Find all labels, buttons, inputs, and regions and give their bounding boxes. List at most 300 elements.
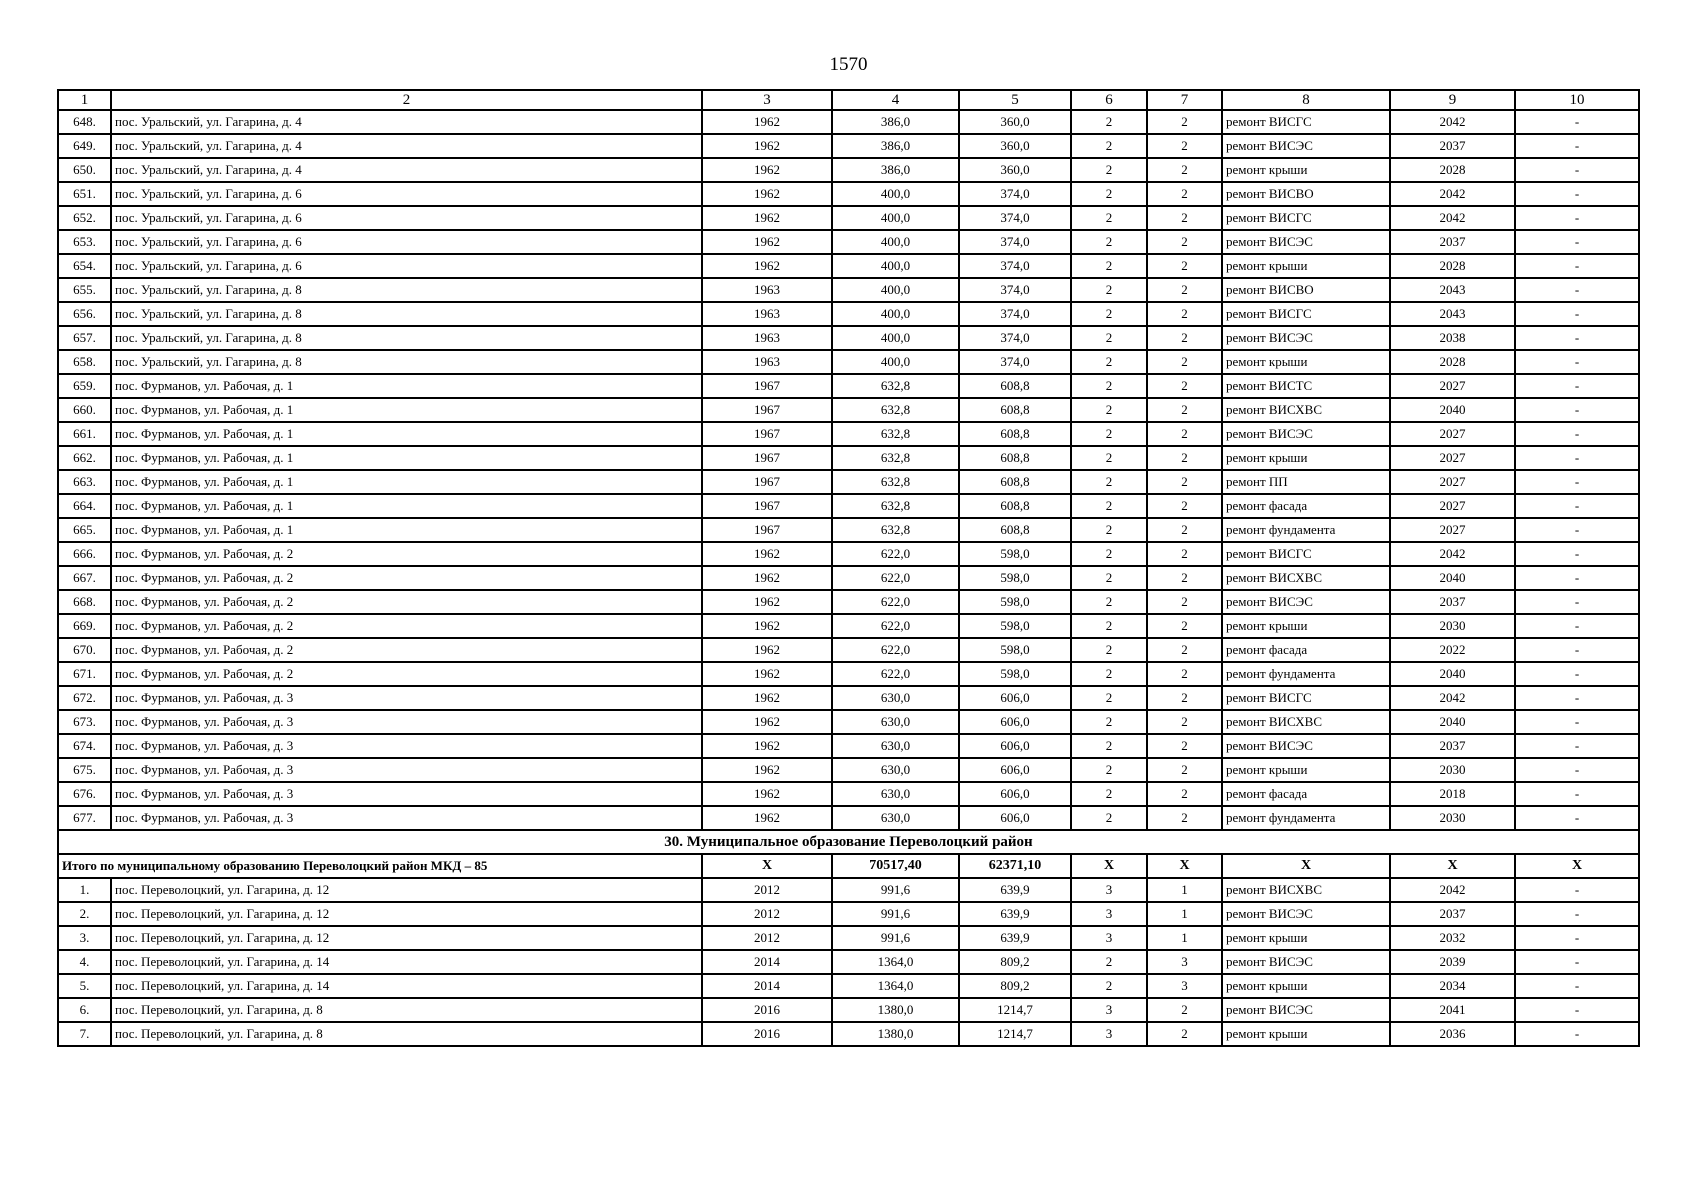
table-cell: пос. Фурманов, ул. Рабочая, д. 3 — [111, 758, 702, 782]
table-cell: 5. — [58, 974, 111, 998]
table-cell: 630,0 — [832, 806, 959, 830]
table-row — [58, 566, 1639, 590]
table-cell: 2028 — [1390, 254, 1515, 278]
table-cell: 1962 — [702, 710, 832, 734]
table-row — [58, 494, 1639, 518]
table-cell: 2028 — [1390, 350, 1515, 374]
table-cell: 622,0 — [832, 614, 959, 638]
table-cell: 374,0 — [959, 350, 1071, 374]
table-cell: 2 — [1071, 518, 1147, 542]
table-cell: 2042 — [1390, 182, 1515, 206]
table-cell: - — [1515, 374, 1639, 398]
table-cell: 608,8 — [959, 518, 1071, 542]
table-cell: 374,0 — [959, 302, 1071, 326]
table-cell: 650. — [58, 158, 111, 182]
table-cell: 1214,7 — [959, 998, 1071, 1022]
table-cell: - — [1515, 230, 1639, 254]
table-cell: 2 — [1147, 326, 1222, 350]
table-cell: пос. Переволоцкий, ул. Гагарина, д. 14 — [111, 974, 702, 998]
table-cell: пос. Фурманов, ул. Рабочая, д. 3 — [111, 782, 702, 806]
table-cell: 632,8 — [832, 446, 959, 470]
table-row — [58, 542, 1639, 566]
column-header: 9 — [1390, 90, 1515, 110]
table-cell: - — [1515, 950, 1639, 974]
table-cell: 632,8 — [832, 398, 959, 422]
table-row — [58, 110, 1639, 134]
table-cell: 2027 — [1390, 446, 1515, 470]
table-cell: 675. — [58, 758, 111, 782]
table-cell: пос. Переволоцкий, ул. Гагарина, д. 14 — [111, 950, 702, 974]
table-cell: 1962 — [702, 206, 832, 230]
table-cell: 2 — [1147, 998, 1222, 1022]
table-row — [58, 182, 1639, 206]
table-row — [58, 686, 1639, 710]
table-cell: 657. — [58, 326, 111, 350]
table-cell: 2 — [1071, 782, 1147, 806]
table-cell: ремонт крыши — [1222, 254, 1390, 278]
table-cell: 673. — [58, 710, 111, 734]
table-cell: 2038 — [1390, 326, 1515, 350]
table-cell: - — [1515, 686, 1639, 710]
table-cell: 2 — [1071, 566, 1147, 590]
table-cell: пос. Переволоцкий, ул. Гагарина, д. 12 — [111, 926, 702, 950]
table-cell: - — [1515, 206, 1639, 230]
table-cell: 2 — [1071, 134, 1147, 158]
table-cell: 658. — [58, 350, 111, 374]
table-cell: - — [1515, 758, 1639, 782]
table-cell: пос. Уральский, ул. Гагарина, д. 8 — [111, 326, 702, 350]
table-cell: 2 — [1071, 470, 1147, 494]
table-cell: 2030 — [1390, 806, 1515, 830]
table-cell: 670. — [58, 638, 111, 662]
table-cell: - — [1515, 1022, 1639, 1046]
table-cell: пос. Фурманов, ул. Рабочая, д. 1 — [111, 494, 702, 518]
table-cell: 608,8 — [959, 446, 1071, 470]
table-cell: ремонт ВИСЭС — [1222, 950, 1390, 974]
table-cell: ремонт ВИСЭС — [1222, 734, 1390, 758]
table-cell: 2034 — [1390, 974, 1515, 998]
table-row — [58, 806, 1639, 830]
table-cell: 622,0 — [832, 662, 959, 686]
table-cell: 2 — [1071, 110, 1147, 134]
total-cell: 70517,40 — [832, 854, 959, 878]
table-cell: - — [1515, 974, 1639, 998]
table-cell: пос. Уральский, ул. Гагарина, д. 6 — [111, 206, 702, 230]
table-cell: 2 — [1147, 158, 1222, 182]
table-cell: 2 — [1071, 590, 1147, 614]
table-cell: 2 — [1147, 110, 1222, 134]
table-cell: 632,8 — [832, 374, 959, 398]
table-cell: 2 — [1071, 542, 1147, 566]
table-cell: пос. Фурманов, ул. Рабочая, д. 1 — [111, 374, 702, 398]
table-cell: 1967 — [702, 422, 832, 446]
table-cell: 2 — [1071, 326, 1147, 350]
table-cell: 1364,0 — [832, 950, 959, 974]
table-cell: 1962 — [702, 686, 832, 710]
table-cell: 2 — [1071, 230, 1147, 254]
table-cell: 632,8 — [832, 518, 959, 542]
table-row — [58, 926, 1639, 950]
table-cell: пос. Фурманов, ул. Рабочая, д. 3 — [111, 686, 702, 710]
table-cell: пос. Уральский, ул. Гагарина, д. 6 — [111, 230, 702, 254]
table-cell: 3 — [1071, 926, 1147, 950]
table-cell: 1962 — [702, 542, 832, 566]
total-cell: Х — [1071, 854, 1147, 878]
table-cell: - — [1515, 422, 1639, 446]
table-cell: 400,0 — [832, 302, 959, 326]
table-row — [58, 302, 1639, 326]
table-row — [58, 422, 1639, 446]
table-cell: 598,0 — [959, 638, 1071, 662]
table-cell: 653. — [58, 230, 111, 254]
table-cell: - — [1515, 494, 1639, 518]
total-cell: Х — [1147, 854, 1222, 878]
table-cell: 669. — [58, 614, 111, 638]
table-cell: пос. Фурманов, ул. Рабочая, д. 1 — [111, 446, 702, 470]
table-cell: 2 — [1071, 710, 1147, 734]
table-cell: 2 — [1147, 254, 1222, 278]
table-cell: 606,0 — [959, 734, 1071, 758]
table-row — [58, 134, 1639, 158]
table-cell: 632,8 — [832, 470, 959, 494]
table-cell: 2 — [1147, 494, 1222, 518]
table-cell: 2040 — [1390, 566, 1515, 590]
table-cell: 639,9 — [959, 902, 1071, 926]
table-cell: 2028 — [1390, 158, 1515, 182]
table-cell: ремонт фундамента — [1222, 806, 1390, 830]
table-cell: 1967 — [702, 518, 832, 542]
table-cell: 2 — [1147, 710, 1222, 734]
table-cell: 659. — [58, 374, 111, 398]
table-cell: - — [1515, 998, 1639, 1022]
table-cell: 2012 — [702, 902, 832, 926]
table-cell: 598,0 — [959, 590, 1071, 614]
table-cell: ремонт ВИСВО — [1222, 278, 1390, 302]
table-row — [58, 230, 1639, 254]
table-cell: 608,8 — [959, 422, 1071, 446]
table-cell: 1962 — [702, 638, 832, 662]
table-cell: 1962 — [702, 590, 832, 614]
table-row — [58, 398, 1639, 422]
table-cell: 374,0 — [959, 278, 1071, 302]
table-row — [58, 158, 1639, 182]
table-cell: 374,0 — [959, 254, 1071, 278]
table-cell: 2022 — [1390, 638, 1515, 662]
table-cell: 630,0 — [832, 758, 959, 782]
table-cell: 1962 — [702, 254, 832, 278]
table-row — [58, 878, 1639, 902]
table-row — [58, 734, 1639, 758]
table-cell: 2 — [1147, 542, 1222, 566]
table-cell: 662. — [58, 446, 111, 470]
table-cell: 608,8 — [959, 494, 1071, 518]
table-cell: ремонт ВИСГС — [1222, 110, 1390, 134]
table-cell: - — [1515, 302, 1639, 326]
table-row — [58, 974, 1639, 998]
table-row — [58, 758, 1639, 782]
table-cell: 1967 — [702, 398, 832, 422]
table-cell: 606,0 — [959, 806, 1071, 830]
table-cell: 2030 — [1390, 614, 1515, 638]
table-cell: 2 — [1071, 686, 1147, 710]
table-cell: - — [1515, 350, 1639, 374]
table-cell: 2042 — [1390, 542, 1515, 566]
table-row — [58, 254, 1639, 278]
table-cell: 1 — [1147, 902, 1222, 926]
table-cell: 2 — [1147, 614, 1222, 638]
table-cell: 622,0 — [832, 638, 959, 662]
table-cell: 606,0 — [959, 710, 1071, 734]
table-cell: пос. Уральский, ул. Гагарина, д. 6 — [111, 182, 702, 206]
table-cell: 608,8 — [959, 374, 1071, 398]
table-row — [58, 662, 1639, 686]
table-cell: 1962 — [702, 662, 832, 686]
table-cell: 661. — [58, 422, 111, 446]
table-cell: 2014 — [702, 974, 832, 998]
table-cell: 6. — [58, 998, 111, 1022]
table-cell: 2 — [1071, 494, 1147, 518]
table-cell: 1 — [1147, 926, 1222, 950]
table-cell: 2037 — [1390, 734, 1515, 758]
table-cell: пос. Фурманов, ул. Рабочая, д. 1 — [111, 398, 702, 422]
table-cell: 400,0 — [832, 278, 959, 302]
table-cell: 664. — [58, 494, 111, 518]
table-cell: 598,0 — [959, 614, 1071, 638]
table-cell: 2043 — [1390, 278, 1515, 302]
table-cell: ремонт ВИСЭС — [1222, 230, 1390, 254]
table-cell: 809,2 — [959, 974, 1071, 998]
column-header: 6 — [1071, 90, 1147, 110]
table-cell: ремонт крыши — [1222, 1022, 1390, 1046]
table-cell: 2 — [1071, 734, 1147, 758]
table-cell: пос. Уральский, ул. Гагарина, д. 4 — [111, 110, 702, 134]
table-cell: - — [1515, 446, 1639, 470]
table-cell: 2 — [1147, 206, 1222, 230]
table-cell: 2042 — [1390, 878, 1515, 902]
table-cell: 809,2 — [959, 950, 1071, 974]
table-cell: 2 — [1071, 614, 1147, 638]
column-header: 2 — [111, 90, 702, 110]
table-cell: - — [1515, 614, 1639, 638]
table-cell: пос. Уральский, ул. Гагарина, д. 4 — [111, 158, 702, 182]
table-cell: 2. — [58, 902, 111, 926]
table-cell: 386,0 — [832, 110, 959, 134]
table-cell: ремонт ВИСЭС — [1222, 590, 1390, 614]
table-cell: пос. Переволоцкий, ул. Гагарина, д. 12 — [111, 878, 702, 902]
table-cell: - — [1515, 326, 1639, 350]
table-cell: 2037 — [1390, 590, 1515, 614]
table-cell: 2 — [1147, 446, 1222, 470]
table-cell: пос. Переволоцкий, ул. Гагарина, д. 8 — [111, 998, 702, 1022]
table-cell: 606,0 — [959, 686, 1071, 710]
table-cell: 649. — [58, 134, 111, 158]
table-cell: пос. Фурманов, ул. Рабочая, д. 1 — [111, 518, 702, 542]
table-cell: ремонт ВИСЭС — [1222, 902, 1390, 926]
table-cell: - — [1515, 902, 1639, 926]
table-cell: 1963 — [702, 326, 832, 350]
table-cell: 374,0 — [959, 182, 1071, 206]
table-cell: 2 — [1071, 662, 1147, 686]
table-cell: ремонт крыши — [1222, 974, 1390, 998]
table-cell: 2 — [1071, 374, 1147, 398]
table-row — [58, 1022, 1639, 1046]
table-cell: пос. Переволоцкий, ул. Гагарина, д. 12 — [111, 902, 702, 926]
table-cell: 3 — [1071, 878, 1147, 902]
table-cell: - — [1515, 590, 1639, 614]
table-cell: 2 — [1071, 974, 1147, 998]
table-cell: 2 — [1071, 806, 1147, 830]
table-cell: 2018 — [1390, 782, 1515, 806]
table-cell: 2037 — [1390, 134, 1515, 158]
table-cell: 2037 — [1390, 902, 1515, 926]
page-number: 1570 — [829, 54, 868, 75]
table-cell: - — [1515, 662, 1639, 686]
table-cell: 654. — [58, 254, 111, 278]
table-body — [58, 90, 1639, 1046]
table-cell: 2042 — [1390, 110, 1515, 134]
table-cell: 2016 — [702, 1022, 832, 1046]
table-cell: 374,0 — [959, 206, 1071, 230]
table-cell: 991,6 — [832, 878, 959, 902]
table-cell: ремонт фундамента — [1222, 518, 1390, 542]
table-cell: 2027 — [1390, 374, 1515, 398]
table-cell: 668. — [58, 590, 111, 614]
table-cell: 2 — [1147, 398, 1222, 422]
table-cell: 2 — [1071, 350, 1147, 374]
table-cell: 400,0 — [832, 206, 959, 230]
table-cell: - — [1515, 518, 1639, 542]
table-cell: 639,9 — [959, 926, 1071, 950]
table-cell: 2 — [1071, 422, 1147, 446]
table-cell: 3 — [1147, 974, 1222, 998]
table-cell: 2 — [1071, 278, 1147, 302]
table-cell: 2032 — [1390, 926, 1515, 950]
table-cell: - — [1515, 398, 1639, 422]
table-cell: 2 — [1147, 686, 1222, 710]
table-row — [58, 350, 1639, 374]
table-cell: ремонт ВИСЭС — [1222, 422, 1390, 446]
table-cell: ремонт ВИСХВС — [1222, 398, 1390, 422]
total-row — [58, 854, 1639, 878]
table-cell: 2041 — [1390, 998, 1515, 1022]
table-cell: 386,0 — [832, 134, 959, 158]
table-cell: ремонт крыши — [1222, 350, 1390, 374]
table-cell: 3 — [1147, 950, 1222, 974]
table-cell: 1967 — [702, 374, 832, 398]
table-cell: ремонт ВИСВО — [1222, 182, 1390, 206]
table-cell: ремонт ВИСГС — [1222, 206, 1390, 230]
table-cell: 2 — [1147, 470, 1222, 494]
table-cell: - — [1515, 134, 1639, 158]
table-cell: 3 — [1071, 902, 1147, 926]
table-cell: 648. — [58, 110, 111, 134]
table-cell: 2 — [1147, 422, 1222, 446]
total-label: Итого по муниципальному образованию Переволоцкий район МКД – 85 — [58, 854, 702, 878]
column-header: 3 — [702, 90, 832, 110]
table-cell: 2042 — [1390, 206, 1515, 230]
table-cell: 2 — [1071, 638, 1147, 662]
table-cell: 2 — [1071, 758, 1147, 782]
table-cell: 630,0 — [832, 710, 959, 734]
table-cell: 674. — [58, 734, 111, 758]
table-cell: 2 — [1147, 566, 1222, 590]
table-cell: - — [1515, 158, 1639, 182]
table-cell: 1962 — [702, 134, 832, 158]
table-row — [58, 590, 1639, 614]
table-cell: 2027 — [1390, 494, 1515, 518]
table-row — [58, 518, 1639, 542]
table-cell: 1963 — [702, 350, 832, 374]
table-cell: пос. Фурманов, ул. Рабочая, д. 2 — [111, 662, 702, 686]
table-cell: 400,0 — [832, 254, 959, 278]
table-cell: 598,0 — [959, 542, 1071, 566]
table-cell: ремонт ВИСХВС — [1222, 878, 1390, 902]
total-cell: Х — [1515, 854, 1639, 878]
table-cell: 1963 — [702, 302, 832, 326]
table-cell: 2 — [1147, 638, 1222, 662]
table-cell: 608,8 — [959, 470, 1071, 494]
column-header: 4 — [832, 90, 959, 110]
table-cell: 2 — [1071, 182, 1147, 206]
table-cell: 2040 — [1390, 398, 1515, 422]
table-cell: 2 — [1147, 278, 1222, 302]
table-cell: 630,0 — [832, 686, 959, 710]
table-cell: ремонт фасада — [1222, 638, 1390, 662]
table-cell: 7. — [58, 1022, 111, 1046]
column-header: 7 — [1147, 90, 1222, 110]
table-row — [58, 326, 1639, 350]
table-cell: 2 — [1147, 1022, 1222, 1046]
table-cell: 2 — [1071, 446, 1147, 470]
table-cell: 2 — [1147, 782, 1222, 806]
table-cell: 2 — [1071, 302, 1147, 326]
table-cell: 671. — [58, 662, 111, 686]
table-cell: ремонт ВИСГС — [1222, 686, 1390, 710]
column-header-row — [58, 90, 1639, 110]
table-cell: ремонт крыши — [1222, 926, 1390, 950]
table-cell: 2 — [1147, 662, 1222, 686]
table-row — [58, 710, 1639, 734]
table-cell: ремонт фасада — [1222, 494, 1390, 518]
table-cell: ремонт ВИСГС — [1222, 302, 1390, 326]
table-cell: 1962 — [702, 110, 832, 134]
table-cell: 676. — [58, 782, 111, 806]
table-cell: 400,0 — [832, 230, 959, 254]
table-cell: 1962 — [702, 566, 832, 590]
table-cell: 2014 — [702, 950, 832, 974]
table-cell: 2 — [1147, 590, 1222, 614]
table-cell: 632,8 — [832, 494, 959, 518]
table-cell: 2 — [1071, 398, 1147, 422]
table-cell: 4. — [58, 950, 111, 974]
table-cell: ремонт крыши — [1222, 614, 1390, 638]
table-cell: - — [1515, 878, 1639, 902]
table-cell: 667. — [58, 566, 111, 590]
column-header: 8 — [1222, 90, 1390, 110]
table-cell: - — [1515, 566, 1639, 590]
table-cell: 622,0 — [832, 542, 959, 566]
table-cell: 622,0 — [832, 566, 959, 590]
table-cell: 2 — [1071, 158, 1147, 182]
table-cell: 660. — [58, 398, 111, 422]
table-cell: 2012 — [702, 878, 832, 902]
column-header: 1 — [58, 90, 111, 110]
table-cell: ремонт ВИСТС — [1222, 374, 1390, 398]
table-cell: пос. Фурманов, ул. Рабочая, д. 2 — [111, 566, 702, 590]
table-cell: 639,9 — [959, 878, 1071, 902]
table-cell: ремонт крыши — [1222, 158, 1390, 182]
table-cell: 663. — [58, 470, 111, 494]
